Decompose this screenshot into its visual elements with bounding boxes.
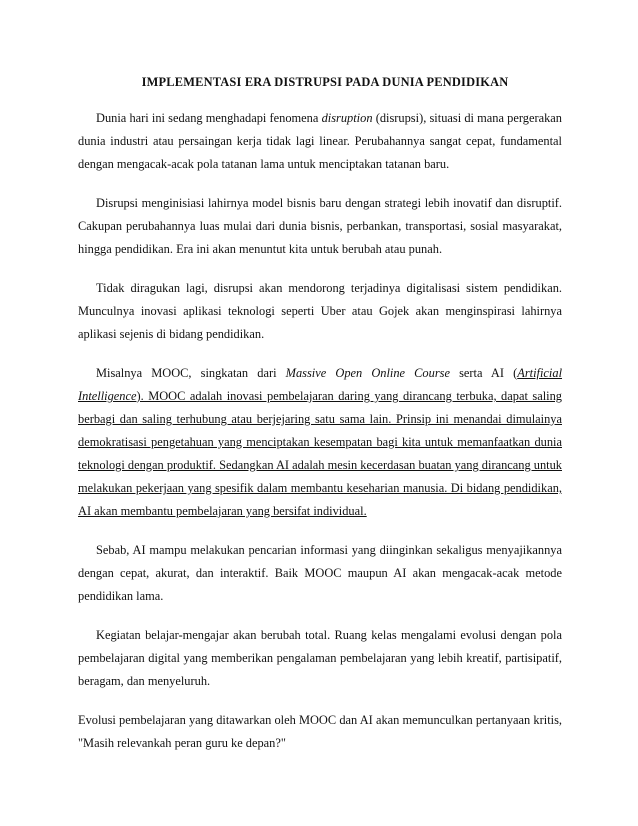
paragraph-5: Sebab, AI mampu melakukan pencarian informasi yang diinginkan sekaligus menyajikannya dengan cepat, akurat, dan interaktif. Baik MOOC maupun AI akan mengacak-acak metode pendidikan lama. [78,543,562,603]
paragraph-4-italic-mooc: Massive Open Online Course [285,366,450,380]
paragraph-1-italic: disruption [321,111,373,125]
paragraph-4-underlined-text: ). MOOC adalah inovasi pembelajaran daring yang dirancang terbuka, dapat saling berbagi dan saling terhubung atau berjejaring satu sama lain. Prinsip ini menandai dimulainya demokratisasi pengetahuan yang menciptakan kesempatan bagi kita untuk memanfaatkan dunia teknologi dengan produktif. Sedangkan AI adalah mesin kecerdasan buatan yang dirancang untuk melakukan pekerjaan yang spesifik dalam membantu keseharian manusia. Di bidang pendidikan, AI akan membantu pembelajaran yang bersifat individual. [78,389,562,518]
paragraph-1-text-a: Dunia hari ini sedang menghadapi fenomena [96,111,322,125]
paragraph-4-italic-ai: Artificial Intelligence [78,366,563,403]
paragraph-4-text-a: Misalnya MOOC, singkatan dari [96,366,286,380]
paragraph-1 [78,107,562,176]
paragraph-2: Disrupsi menginisiasi lahirnya model bisnis baru dengan strategi lebih inovatif dan disruptif. Cakupan perubahannya luas mulai dari dunia bisnis, perbankan, transportasi, sosial masyarakat, hingga pendidikan. Era ini akan menuntut kita untuk berubah atau punah. [78,196,562,256]
paragraph-7: Evolusi pembelajaran yang ditawarkan oleh MOOC dan AI akan memunculkan pertanyaan kritis, "Masih relevankah peran guru ke depan?" [78,713,562,750]
paragraph-4 [78,362,562,523]
paragraph-6: Kegiatan belajar-mengajar akan berubah total. Ruang kelas mengalami evolusi dengan pola pembelajaran digital yang memberikan pengalaman pembelajaran yang lebih kreatif, partisipatif, beragam, dan menyeluruh. [78,628,562,688]
document-title: IMPLEMENTASI ERA DISTRUPSI PADA DUNIA PENDIDIKAN [141,75,509,89]
paragraph-3: Tidak diragukan lagi, disrupsi akan mendorong terjadinya digitalisasi sistem pendidikan. Munculnya inovasi aplikasi teknologi seperti Uber atau Gojek akan menginspirasi lahirnya aplikasi sejenis di bidang pendidikan. [78,281,562,341]
paragraph-4-text-b: serta AI ( [449,366,518,380]
paragraph-1-text-b: (disrupsi), situasi di mana pergerakan dunia industri atau persaingan kerja tidak lagi linear. Perubahannya sangat cepat, fundamental dengan mengacak-acak pola tatanan lama untuk menciptakan tatanan baru. [78,111,562,171]
